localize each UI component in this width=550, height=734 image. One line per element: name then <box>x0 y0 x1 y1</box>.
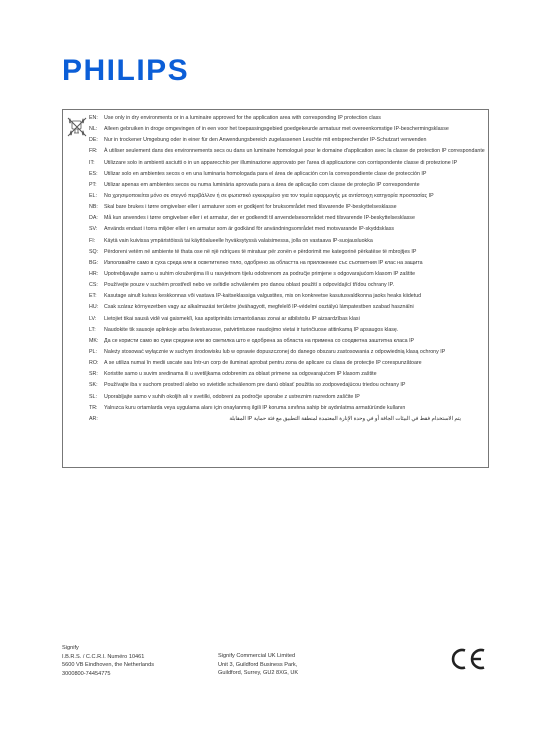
language-code: SK: <box>89 382 98 389</box>
warning-row <box>89 325 485 336</box>
language-code: PL: <box>89 348 97 355</box>
warning-row <box>89 258 485 269</box>
warning-text: Използвайте само в суха среда или в осветително тяло, одобрено за областта на приложение със съответния IP клас на защита <box>104 259 423 266</box>
language-code: DE: <box>89 137 98 144</box>
warning-text: Да се користи само во суви средини или во светилка што е одобрена за областа на примена со соодветна заштитна класа IP <box>104 337 415 344</box>
language-code: BG: <box>89 259 99 266</box>
warning-text: Use only in dry environments or in a luminaire approved for the application area with corresponding IP protection class <box>104 115 381 121</box>
warning-text: À utiliser seulement dans des environnements secs ou dans un luminaire homologué pour le domaine d'application avec la classe de protection IP correspondante <box>104 148 485 155</box>
footer-line: Signify Commercial UK Limited <box>218 653 296 659</box>
warning-text: Používejte pouze v suchém prostředí nebo ve svítidle schváleném pro danou oblast použití s odpovídající třídou ochrany IP. <box>104 282 394 289</box>
language-code: HR: <box>89 270 99 277</box>
warning-rows <box>89 113 485 425</box>
warning-row <box>89 291 485 302</box>
language-code: SL: <box>89 393 97 400</box>
warning-row <box>89 169 485 180</box>
ip-warning-box <box>62 109 489 468</box>
warning-row <box>89 369 485 380</box>
warning-row <box>89 224 485 235</box>
warning-row <box>89 358 485 369</box>
language-code: AR: <box>89 415 98 422</box>
warning-row <box>89 158 485 169</box>
warning-row <box>89 180 485 191</box>
language-code: FI: <box>89 237 96 244</box>
warning-text: Csak száraz környezetben vagy az alkalmazási területre jóváhagyott, megfelelő IP-védelmi osztályú lámpatestben szabad használni <box>104 304 414 311</box>
warning-text: يتم الاستخدام فقط في البيئات الجافة أو في وحدة الإنارة المعتمدة لمنطقة التطبيق مع فئة حماية IP المقابلة <box>229 415 461 422</box>
philips-logo: PHILIPS <box>62 54 190 87</box>
warning-row <box>89 113 485 124</box>
language-code: RO: <box>89 360 99 367</box>
warning-text: Yalnızca kuru ortamlarda veya uygulama alanı için onaylanmış ilgili IP koruma sınıfına sahip bir aydınlatma armatüründe kullanın <box>104 404 406 411</box>
language-code: CS: <box>89 282 98 289</box>
warning-text: Používajte iba v suchom prostredí alebo vo svietidle schválenom pre danú oblasť použitia so zodpovedajúcou triedou ochrany IP <box>104 382 406 389</box>
language-code: NL: <box>89 126 98 133</box>
language-code: LT: <box>89 326 96 333</box>
warning-row <box>89 392 485 403</box>
warning-row <box>89 213 485 224</box>
language-code: HU: <box>89 304 99 311</box>
language-code: TR: <box>89 404 98 411</box>
warning-row <box>89 403 485 414</box>
footer-line: 5600 VB Eindhoven, the Netherlands <box>62 662 155 669</box>
language-code: SR: <box>89 371 98 378</box>
warning-text: Nur in trockener Umgebung oder in einer für den Anwendungsbereich zugelassenen Leuchte mit entsprechender IP-Schutzart verwenden <box>104 137 427 144</box>
language-code: DA: <box>89 215 98 222</box>
warning-row <box>89 146 485 157</box>
warning-text: Används endast i torra miljöer eller i en armatur som är godkänd för användningsområdet med motsvarande IP-skyddsklass <box>104 226 394 233</box>
language-code: FR: <box>89 148 98 155</box>
warning-text: Utilizar apenas em ambientes secos ou numa luminária aprovada para a área de aplicação com classe de proteção IP correspondente <box>104 181 420 188</box>
language-code: PT: <box>89 181 97 188</box>
warning-row <box>89 135 485 146</box>
footer-line: Signify <box>62 645 79 651</box>
footer-line: 3000800-74454775 <box>62 670 111 677</box>
warning-text: Lietojiet tikai sausā vidē vai gaismeklī, kas apstiprināts izmantošanas zonai ar atbilstošu IP aizsardzības klasi <box>104 315 360 322</box>
warning-row <box>89 302 485 313</box>
language-code: EN: <box>89 115 98 121</box>
warning-row <box>89 191 485 202</box>
warning-row <box>89 247 485 258</box>
warning-text: Alleen gebruiken in droge omgevingen of in een voor het toepassingsgebied goedgekeurde armatuur met overeenkomstige IP-beschermingsklasse <box>104 126 449 133</box>
ce-mark-icon <box>446 647 488 671</box>
language-code: SQ: <box>89 248 99 255</box>
warning-text: Należy stosować wyłącznie w suchym środowisku lub w oprawie dopuszczonej do danego obszaru zastosowania z odpowiednią klasą ochrony IP <box>104 348 446 355</box>
footer-line: I.B.R.S. / C.C.R.I. Numéro 10461 <box>62 653 145 660</box>
warning-row <box>89 347 485 358</box>
warning-text: Utilizar solo en ambientes secos o en una luminaria homologada para el área de aplicación con la correspondiente clase de protección IP <box>104 170 427 177</box>
language-code: EL: <box>89 192 97 199</box>
warning-text: Përdoreni vetëm në ambiente të thata ose në një ndriçues të miratuar për zonën e përdorimit me kategorinë përkatëse të mbrojtjes IP <box>104 248 417 255</box>
warning-row <box>89 380 485 391</box>
footer-line: Unit 3, Guildford Business Park, <box>218 661 298 668</box>
warning-text: Kasutage ainult kuivas keskkonnas või vastava IP-kaitseklassiga valgustites, mis on konkreetse kasutusvaldkonna jaoks heaks kiidetud <box>104 293 422 300</box>
warning-row <box>89 236 485 247</box>
warning-text: Käytä vain kuivissa ympäristöissä tai käyttöalueelle hyväksytyssä valaisimessa, jolla on vastaava IP-suojausluokka <box>104 237 373 244</box>
warning-text: Skal bare brukes i tørre omgivelser eller i armaturer som er godkjent for bruksområdet med tilsvarende IP-beskyttelsesklasse <box>104 204 397 211</box>
language-code: ET: <box>89 293 97 300</box>
warning-text: Να χρησιμοποιείται μόνο σε στεγνό περιβάλλον ή σε φωτιστικό εγκεκριμένο για τον τομέα εφαρμογής με αντίστοιχη κατηγορία προστασίας IP <box>104 192 434 199</box>
language-code: MK: <box>89 337 99 344</box>
language-code: NB: <box>89 204 98 211</box>
language-code: IT: <box>89 159 95 166</box>
warning-text: Naudokite tik sausoje aplinkoje arba šviestuvuose, patvirtintuose naudojimo vietai ir turinčiuose atitinkamą IP apsaugos klasę. <box>104 326 399 333</box>
warning-row <box>89 280 485 291</box>
uk-importer-address <box>218 652 298 678</box>
warning-row <box>89 202 485 213</box>
warning-text: Uporabljajte samo v suhih okoljih ali v svetilki, odobreni za področje uporabe z ustreznim razredom zaščite IP <box>104 393 360 400</box>
warning-text: Må kun anvendes i tørre omgivelser eller i et armatur, der er godkendt til anvendelsesområdet med tilsvarende IP-beskyttelsesklasse <box>104 215 415 222</box>
warning-text: Koristite samo u suvim sredinama ili u svetiljkama odobrenim za oblast primene sa odgovarajućom IP klasom zaštite <box>104 371 377 378</box>
language-code: ES: <box>89 170 98 177</box>
no-wet-environment-icon <box>66 116 88 138</box>
warning-text: Utilizzare solo in ambienti asciutti o in un apparecchio per illuminazione approvato per l'area di applicazione con corrispondente classe di protezione IP <box>104 159 458 166</box>
warning-row <box>89 269 485 280</box>
warning-row <box>89 124 485 135</box>
warning-row <box>89 336 485 347</box>
warning-row <box>89 314 485 325</box>
warning-text: Upotrebljavajte samo u suhim okruženjima ili u rasvjetnom tijelu odobrenom za područje primjene s odgovarajućom klasom IP zaštite <box>104 270 416 277</box>
language-code: LV: <box>89 315 97 322</box>
language-code: SV: <box>89 226 98 233</box>
warning-text: A se utiliza numai în medii uscate sau într-un corp de iluminat aprobat pentru zona de aplicare cu clasa de protecție IP corespunzătoare <box>104 360 422 367</box>
warning-row <box>89 414 485 425</box>
manufacturer-address <box>62 644 154 678</box>
footer-line: Guildford, Surrey, GU2 8XG, UK <box>218 670 299 677</box>
